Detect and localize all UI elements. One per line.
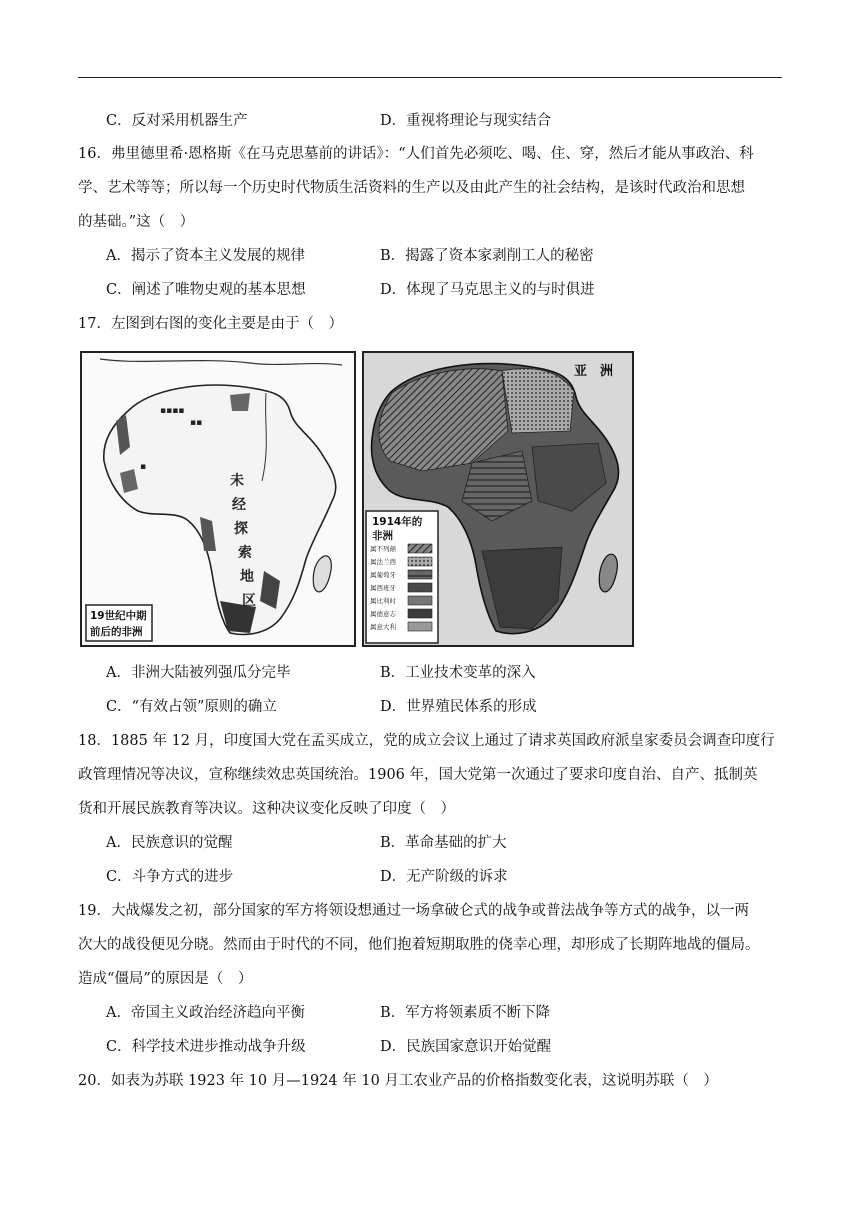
q16-stem-line-2: 学、艺术等等；所以每一个历史时代物质生活资料的生产以及由此产生的社会结构，是该时代政治和思想 xyxy=(78,180,745,196)
q16-stem-line-1: 16．弗里德里希·恩格斯《在马克思墓前的讲话》：“人们首先必须吃、喝、住、穿，然后才能从事政治、科 xyxy=(78,146,754,162)
right-map-africa-1914 xyxy=(362,351,634,647)
right-map-legend xyxy=(366,511,438,643)
q16-stem-line-3: 的基础。”这（ ） xyxy=(78,214,195,230)
q19-stem-line-1: 19．大战爆发之初，部分国家的军方将领设想通过一场拿破仑式的战争或普法战争等方式的战争，以一两 xyxy=(78,903,749,919)
header-rule xyxy=(78,77,782,78)
legend-item-2: 属法兰西 xyxy=(370,558,396,566)
left-map-label-unexplored-4: 索 xyxy=(238,545,252,561)
legend-item-1: 属不列颠 xyxy=(370,545,396,553)
q18-option-d[interactable]: D．无产阶级的诉求 xyxy=(380,869,508,885)
q19-option-b[interactable]: B．军方将领素质不断下降 xyxy=(380,1005,551,1021)
legend-item-6: 属德意志 xyxy=(370,610,396,618)
q18-stem-line-3: 货和开展民族教育等决议。这种决议变化反映了印度（ ） xyxy=(78,801,455,817)
left-map-label-unexplored-6: 区 xyxy=(242,593,256,609)
svg-text:▪▪▪▪: ▪▪▪▪ xyxy=(160,406,185,416)
q15-option-c[interactable]: C．反对采用机器生产 xyxy=(106,113,248,129)
left-map-africa-mid19c xyxy=(80,351,356,647)
left-map-caption-1: 19世纪中期 xyxy=(90,610,147,622)
left-map-caption-2: 前后的非洲 xyxy=(90,626,143,638)
legend-title-2: 非洲 xyxy=(372,530,393,542)
q17-option-b[interactable]: B．工业技术变革的深入 xyxy=(380,665,536,681)
q19-option-a[interactable]: A．帝国主义政治经济趋向平衡 xyxy=(106,1005,305,1021)
legend-item-4: 属西班牙 xyxy=(370,584,396,592)
q16-option-b[interactable]: B．揭露了资本家剥削工人的秘密 xyxy=(380,248,594,264)
q20-stem: 20．如表为苏联 1923 年 10 月—1924 年 10 月工农业产品的价格指数变化表，这说明苏联（ ） xyxy=(78,1073,718,1089)
legend-item-7: 属意大利 xyxy=(370,623,396,631)
q19-stem-line-2: 次大的战役便见分晓。然而由于时代的不同，他们抱着短期取胜的侥幸心理，却形成了长期阵地战的僵局。 xyxy=(78,937,760,953)
q18-stem-line-1: 18．1885 年 12 月，印度国大党在孟买成立，党的成立会议上通过了请求英国政府派皇家委员会调查印度行 xyxy=(78,733,775,749)
q18-option-a[interactable]: A．民族意识的觉醒 xyxy=(106,835,233,851)
q17-stem: 17．左图到右图的变化主要是由于（ ） xyxy=(78,316,343,332)
left-map-label-unexplored-2: 经 xyxy=(232,497,246,513)
legend-item-5: 属比利时 xyxy=(370,597,396,605)
q18-option-c[interactable]: C．斗争方式的进步 xyxy=(106,869,234,885)
q18-stem-line-2: 政管理情况等决议，宣称继续效忠英国统治。1906 年，国大党第一次通过了要求印度自治、自产、抵制英 xyxy=(78,767,758,783)
q18-option-b[interactable]: B．革命基础的扩大 xyxy=(380,835,507,851)
legend-item-3: 属葡萄牙 xyxy=(370,571,396,579)
q17-option-c[interactable]: C．“有效占领”原则的确立 xyxy=(106,699,277,715)
right-map-asia-label: 亚 洲 xyxy=(574,364,614,379)
q16-option-d[interactable]: D．体现了马克思主义的与时俱进 xyxy=(380,282,595,298)
q19-stem-line-3: 造成“僵局”的原因是（ ） xyxy=(78,971,253,987)
svg-text:▪▪: ▪▪ xyxy=(190,418,203,428)
q16-option-c[interactable]: C．阐述了唯物史观的基本思想 xyxy=(106,282,306,298)
q19-option-c[interactable]: C．科学技术进步推动战争升级 xyxy=(106,1039,306,1055)
q17-option-a[interactable]: A．非洲大陆被列强瓜分完毕 xyxy=(106,665,291,681)
q19-option-d[interactable]: D．民族国家意识开始觉醒 xyxy=(380,1039,552,1055)
legend-title-1: 1914年的 xyxy=(372,516,423,528)
q15-option-d[interactable]: D．重视将理论与现实结合 xyxy=(380,113,552,129)
q17-option-d[interactable]: D．世界殖民体系的形成 xyxy=(380,699,537,715)
left-map-label-unexplored-5: 地 xyxy=(240,569,254,585)
left-map-label-unexplored-1: 未 xyxy=(230,473,244,489)
q16-option-a[interactable]: A．揭示了资本主义发展的规律 xyxy=(106,248,305,264)
svg-text:▪: ▪ xyxy=(140,462,147,472)
left-map-label-unexplored-3: 探 xyxy=(234,521,248,537)
